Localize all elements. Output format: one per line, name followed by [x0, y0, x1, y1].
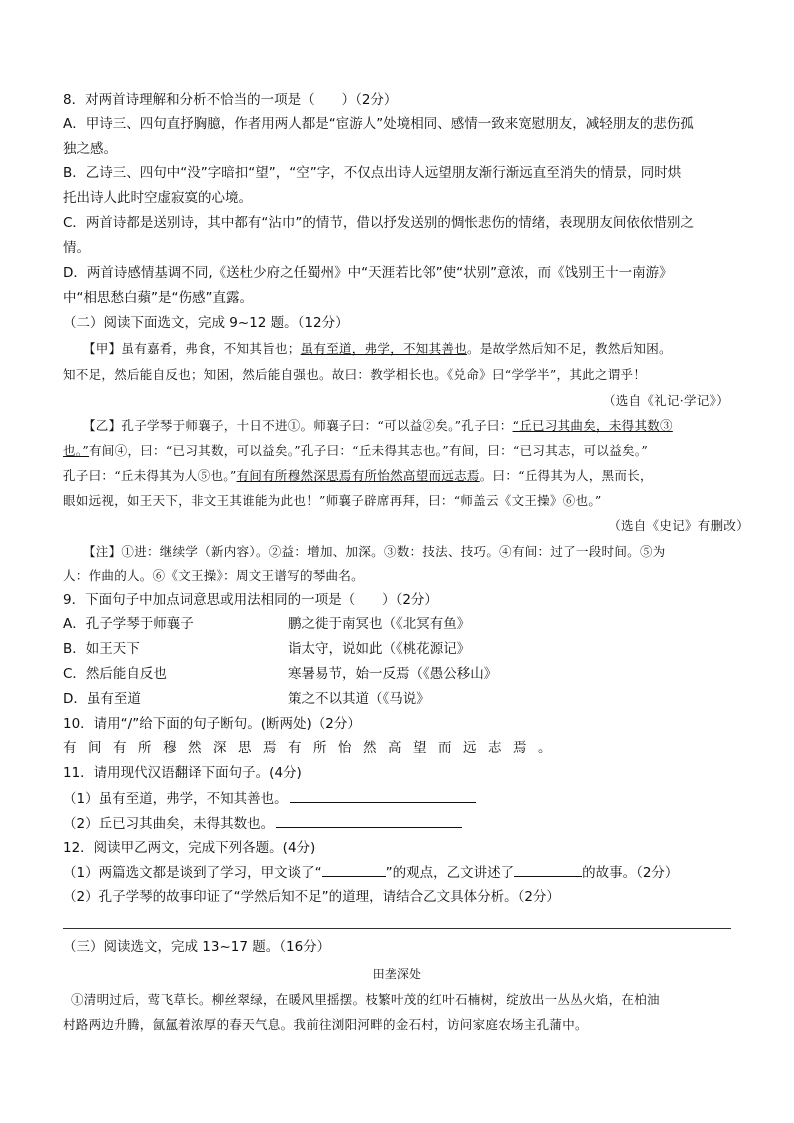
article-paragraph1-line2: 村路两边升腾，氤氲着浓厚的春天气息。我前往浏阳河畔的金石村，访问家庭农场主孔蒲中。 [63, 1017, 588, 1032]
q11-stem: 11．请用现代汉语翻译下面句子。(4分) [63, 765, 302, 781]
q8-option-b-line2: 托出诗人此时空虚寂寞的心境。 [63, 190, 252, 206]
passage-jia-line1 [83, 339, 672, 359]
q9-option-c-right: 寒暑易节，始一反焉（《愚公移山》 [288, 666, 498, 682]
passage-yi-line2 [63, 441, 648, 461]
q11-item1-text: （1）虽有至道，弗学，不知其善也。 [63, 791, 288, 807]
q8-option-a-line1: A．甲诗三、四句直抒胸臆，作者用两人都是“宦游人”处境相同、感情一致来宽慰朋友，减轻朋友的悲伤孤 [63, 116, 694, 132]
q12-item1-text-c: 的故事。（2分） [582, 865, 679, 881]
passage-yi-line2-rest: 有间④，曰：“已习其数，可以益矣。”孔子曰：“丘未得其志也。”有间，曰：“已习其志，可以益矣。” [89, 443, 649, 458]
q12-item1-text-a: （1）两篇选文都是谈到了学习，甲文谈了“ [63, 865, 322, 881]
q11-item1 [63, 788, 476, 809]
q9-stem: 9．下面句子中加点词意思或用法相同的一项是（ ）（2分） [63, 592, 438, 608]
passage-jia-underlined: 虽有至道，弗学，不知其善也 [300, 341, 468, 356]
q9-option-b-left: B．如王天下 [63, 641, 140, 657]
passage-yi-underlined-1-end: 也。” [63, 443, 90, 458]
q11-answer-blank-1[interactable] [290, 788, 476, 803]
q8-option-d-line2: 中“相思愁白蘋”是“伤感”直露。 [63, 290, 253, 306]
q12-answer-blank-2[interactable] [514, 862, 582, 877]
q11-item2 [63, 813, 462, 834]
section2-header: （二）阅读下面选文，完成 9~12 题。（12分） [63, 315, 349, 331]
section3-header: （三）阅读选文，完成 13~17 题。（16分） [63, 939, 331, 955]
q8-option-c-line1: C．两首诗都是送别诗，其中都有“沾巾”的情节，借以抒发送别的惆怅悲伤的情绪，表现朋友间依依惜别之 [63, 215, 694, 231]
q9-option-a-left: A．孔子学琴于师襄子 [63, 616, 194, 632]
q8-option-b-line1: B．乙诗三、四句中“没”字暗扣“望”，“空”字，不仅点出诗人远望朋友渐行渐远直至消失的情景，同时烘 [63, 165, 682, 181]
annotation-line1: 【注】①进：继续学（新内容）。②益：增加、加深。③数：技法、技巧。④有间：过了一段时间。⑤为 [83, 544, 666, 559]
passage-jia-line1-end: 。是故学然后知不足，教然后知困。 [467, 341, 672, 356]
q8-option-c-line2: 情。 [63, 240, 90, 256]
q9-option-a-right: 鹏之徙于南冥也（《北冥有鱼》 [288, 616, 471, 632]
passage-yi-line3-start: 孔子曰：“丘未得其为人⑤也。” [63, 468, 237, 483]
passage-yi-underlined-1: “丘已习其曲矣，未得其数③ [512, 418, 673, 433]
q8-stem: 8．对两首诗理解和分析不恰当的一项是（ ）（2分） [63, 92, 398, 108]
q10-sentence: 有间有所穆然深思焉有所怡然高望而远志焉。 [63, 740, 563, 756]
q9-option-b-right: 诣太守，说如此（《桃花源记》 [288, 641, 471, 657]
article-title: 田垄深处 [372, 967, 422, 981]
passage-yi-source: （选自《史记》有删改） [608, 518, 749, 533]
article-paragraph1-line1: ①清明过后，莺飞草长。柳丝翠绿，在暖风里摇摆。枝繁叶茂的红叶石楠树，绽放出一丛丛火焰，在柏油 [71, 992, 660, 1007]
passage-yi-underlined-2: 有间有所穆然深思焉有所怡然高望而远志焉 [236, 468, 480, 483]
section-divider [63, 928, 731, 929]
q12-item2: （2）孔子学琴的故事印证了“学然后知不足”的道理，请结合乙文具体分析。（2分） [63, 889, 560, 905]
passage-yi-line3 [63, 466, 653, 486]
q11-answer-blank-2[interactable] [276, 813, 462, 828]
q10-stem: 10．请用“/”给下面的句子断句。(断两处)（2分） [63, 716, 361, 732]
passage-jia-line1-start: 【甲】虽有嘉肴，弗食，不知其旨也； [83, 341, 301, 356]
q9-option-d-left: D．虽有至道 [63, 691, 141, 707]
q12-item1 [63, 862, 678, 883]
passage-yi-line1 [83, 416, 673, 436]
passage-yi-line4: 眼如远视，如王天下，非文王其谁能为此也！”师襄子辟席再拜，曰：“师盖云《文王操》⑥也。” [63, 493, 602, 508]
annotation-line2: 人：作曲的人。⑥《文王操》：周文王谱写的琴曲名。 [63, 568, 364, 583]
q12-answer-blank-1[interactable] [322, 862, 386, 877]
passage-jia-source: （选自《礼记·学记》） [602, 393, 729, 408]
q9-option-d-right: 策之不以其道（《马说》 [288, 691, 430, 707]
passage-yi-line1-start: 【乙】孔子学琴于师襄子，十日不进①。师襄子曰：“可以益②矣。”孔子曰： [83, 418, 513, 433]
q11-item2-text: （2）丘已习其曲矣，未得其数也。 [63, 816, 275, 832]
passage-jia-line2: 知不足，然后能自反也；知困，然后能自强也。故曰：教学相长也。《兑命》曰“学学半”，其此之谓乎！ [63, 367, 647, 382]
q12-stem: 12．阅读甲乙两文，完成下列各题。(4分) [63, 840, 316, 856]
q12-item1-text-b: ”的观点，乙文讲述了 [385, 865, 515, 881]
q8-option-d-line1: D．两首诗感情基调不同,《送杜少府之任蜀州》中“天涯若比邻”使“状别”意浓，而《饯别王十一南游》 [63, 265, 673, 281]
passage-yi-line3-end: 。曰：“丘得其为人，黑而长， [479, 468, 653, 483]
q8-option-a-line2: 独之感。 [63, 141, 117, 157]
q9-option-c-left: C．然后能自反也 [63, 666, 167, 682]
